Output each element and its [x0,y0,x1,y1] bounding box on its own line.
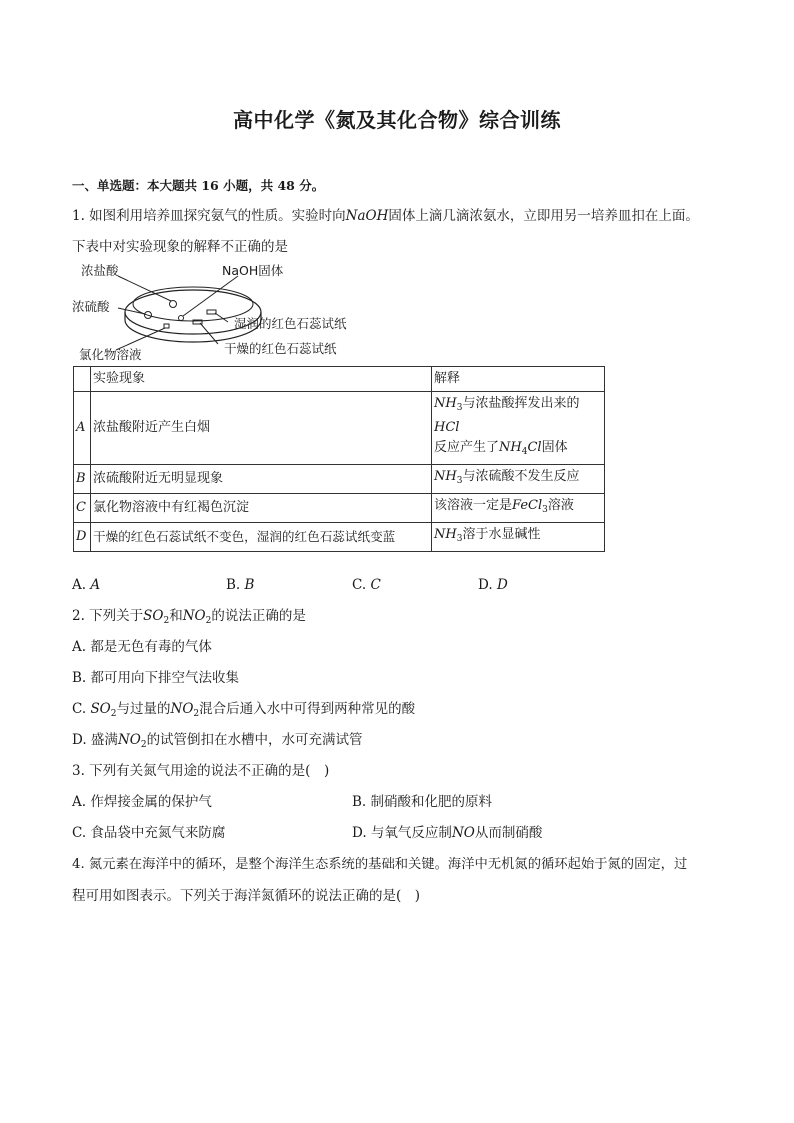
q3-option-c[interactable]: C. 食品袋中充氮气来防腐 [72,825,226,841]
table-row [74,523,605,552]
header-phenomenon: 实验现象 [91,367,432,392]
table-header-row [74,367,605,392]
leader-hcl [118,276,171,301]
formula: NO [117,732,141,748]
q1-option-c[interactable] [352,575,381,595]
hcl-drop [170,301,177,308]
subscript: 2 [205,616,212,626]
q1-option-b[interactable] [226,575,254,595]
subscript: 3 [542,505,548,515]
formula: FeCl [512,498,543,513]
stem-text: 的说法正确的是 [211,608,306,624]
q3-option-d[interactable] [352,823,542,843]
subscript: 2 [140,740,147,750]
subscript: 2 [193,709,200,719]
explanation-text: 与浓硫酸不发生反应 [462,469,580,484]
formula: NH [499,440,522,455]
subscript: 4 [521,447,528,457]
q1-stem-line1 [72,206,699,226]
label-dry-litmus: 干燥的红色石蕊试纸 [224,341,337,356]
label-naoh: NaOH固体 [222,263,284,278]
stem-text: 和 [169,608,183,624]
subscript: 2 [163,616,170,626]
table-row [74,392,605,465]
row-key: B [74,465,91,494]
header-explanation: 解释 [432,367,605,392]
row-phenomenon: 氯化物溶液中有红褐色沉淀 [91,494,432,523]
option-label: A. [72,577,87,593]
q2-option-c[interactable] [72,699,415,724]
row-key: D [74,523,91,552]
subscript: 3 [456,534,463,544]
formula: SO [143,608,164,624]
explanation-text: 溶液 [547,498,574,513]
row-explanation [432,494,605,523]
row-explanation [432,465,605,494]
option-text: D. 与氧气反应制 [352,825,452,841]
row-phenomenon: 浓盐酸附近产生白烟 [91,392,432,465]
option-value: B [244,577,255,593]
row-phenomenon: 浓硫酸附近无明显现象 [91,465,432,494]
label-wet-litmus: 湿润的红色石蕊试纸 [234,316,347,331]
formula: NH [434,469,457,484]
naoh-solid [179,316,184,321]
explanation-text: 该溶液一定是 [434,498,513,513]
table-row [74,494,605,523]
table-row [74,465,605,494]
q4-stem-line2: 程可用如图表示。下列关于海洋氮循环的说法正确的是( ) [72,888,421,904]
option-value: A [90,577,101,593]
subscript: 3 [456,403,463,413]
formula: SO [90,701,111,717]
table-cell [74,367,91,392]
formula: NO [451,825,475,841]
petri-dish-diagram [68,262,388,366]
explanation-text: 与浓盐酸挥发出来的 [462,396,580,411]
option-text: 的试管倒扣在水槽中，水可充满试管 [146,732,363,748]
q4-stem-line1: 4. 氮元素在海洋中的循环，是整个海洋生态系统的基础和关键。海洋中无机氮的循环起始于氮的固定，过 [72,857,688,872]
q1-stem-text-2: 固体上滴几滴浓氨水，立即用另一培养皿扣在上面。 [388,208,699,224]
formula: NH [434,527,457,542]
row-explanation [432,523,605,552]
q3-stem: 3. 下列有关氮气用途的说法不正确的是( ) [72,763,330,779]
experiment-table [73,366,605,552]
wet-litmus-paper [207,310,216,314]
q1-option-d[interactable] [478,575,508,595]
q1-formula-naoh: NaOH [345,208,389,224]
stem-text: 2. 下列关于 [72,608,144,624]
label-hcl: 浓盐酸 [81,263,119,278]
row-key: A [74,392,91,465]
q2-option-a[interactable]: A. 都是无色有毒的气体 [72,639,212,655]
option-label: D. [478,577,493,593]
formula: NO [182,608,206,624]
label-chloride: 氯化物溶液 [79,347,142,362]
q2-option-b[interactable]: B. 都可用向下排空气法收集 [72,670,240,686]
q3-option-b[interactable]: B. 制硝酸和化肥的原料 [352,794,493,810]
option-text: 从而制硝酸 [474,825,543,841]
row-phenomenon: 干燥的红色石蕊试纸不变色，湿润的红色石蕊试纸变蓝 [91,523,432,552]
option-label: B. [226,577,241,593]
formula: Cl [527,440,542,455]
explanation-line [434,394,602,438]
explanation-text: 反应产生了 [434,440,500,455]
formula: NH [434,396,457,411]
chloride-drop [164,324,169,328]
explanation-text: 固体 [541,440,568,455]
row-explanation [432,392,605,465]
page-title: 高中化学《氮及其化合物》综合训练 [233,108,561,132]
option-label: C. [352,577,367,593]
q1-option-a[interactable] [72,575,100,595]
q1-stem-line2: 下表中对实验现象的解释不正确的是 [72,239,288,255]
leader-wet [215,313,228,322]
explanation-text: 溶于水显碱性 [462,527,541,542]
q2-option-d[interactable] [72,730,363,755]
formula: HCl [434,420,460,435]
section-heading: 一、单选题：本大题共 16 小题，共 48 分。 [72,178,325,193]
option-label: C. [72,701,87,717]
option-value: D [496,577,508,593]
label-h2so4: 浓硫酸 [72,299,110,314]
q1-stem-text: 1. 如图利用培养皿探究氨气的性质。实验时向 [72,208,346,224]
explanation-line [434,438,602,462]
subscript: 2 [110,709,117,719]
formula: NO [170,701,194,717]
q2-stem [72,606,306,631]
option-text: 混合后通入水中可得到两种常见的酸 [199,701,416,717]
q3-option-a[interactable]: A. 作焊接金属的保护气 [72,794,212,810]
subscript: 3 [456,476,463,486]
option-text: 与过量的 [116,701,171,717]
option-text: D. 盛满 [72,732,118,748]
option-value: C [370,577,381,593]
leader-h2so4 [118,308,145,314]
row-key: C [74,494,91,523]
